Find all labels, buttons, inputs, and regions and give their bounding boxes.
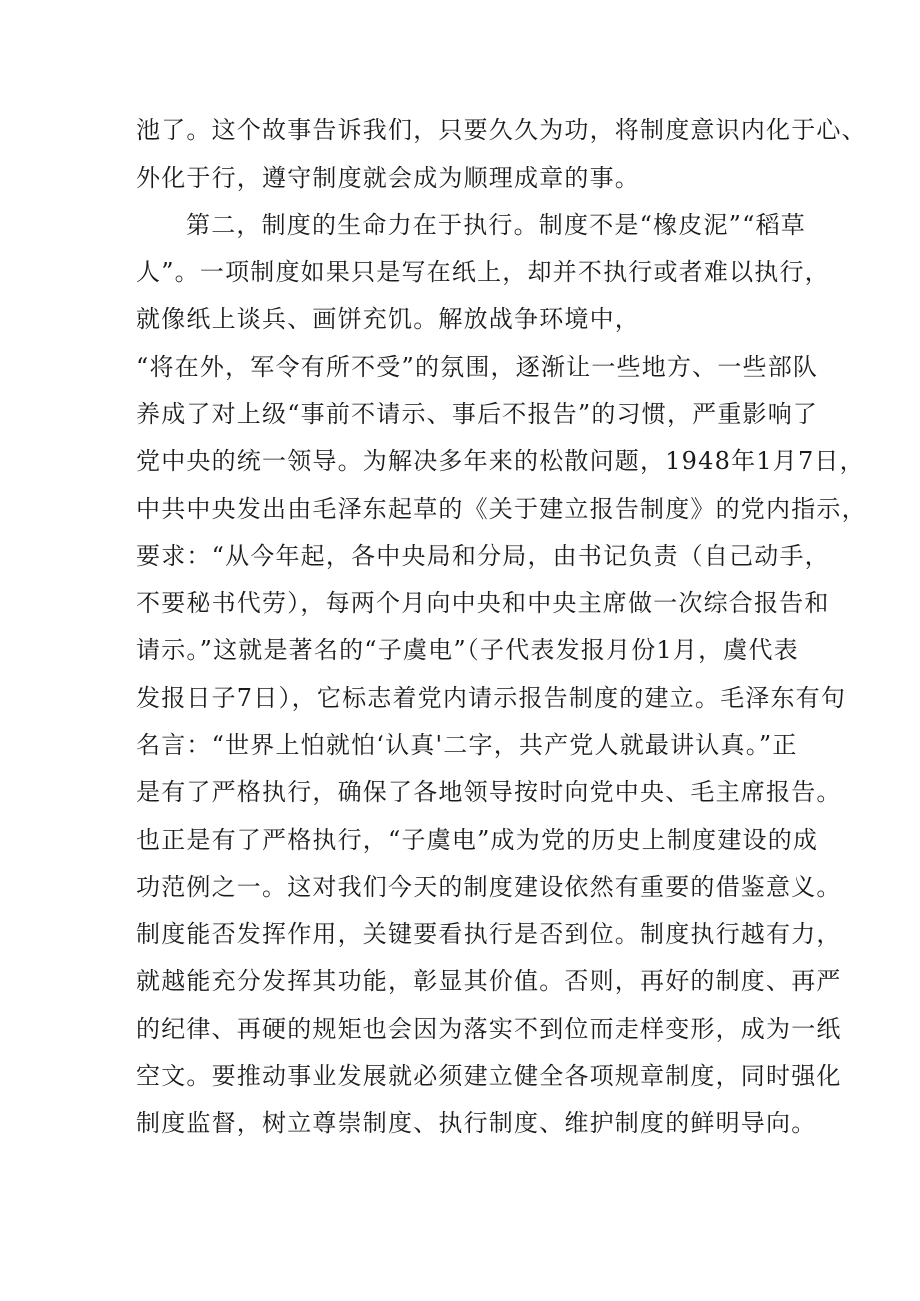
text-line: 的纪律、再硬的规矩也会因为落实不到位而走样变形，成为一纸 bbox=[136, 1015, 842, 1043]
text-line: 名言：“世界上怕就怕‘认真'二字，共产党人就最讲认真。”正 bbox=[136, 731, 798, 759]
text-line: 制度监督，树立尊崇制度、执行制度、维护制度的鲜明导向。 bbox=[136, 1109, 817, 1137]
text-line: 就像纸上谈兵、画饼充饥。解放战争环境中， bbox=[136, 305, 640, 333]
text-line: 不要秘书代劳），每两个月向中央和中央主席做一次综合报告和 bbox=[136, 589, 830, 617]
text-line: 是有了严格执行，确保了各地领导按时向党中央、毛主席报告。 bbox=[136, 778, 842, 806]
paragraph-first-line: 第二，制度的生命力在于执行。制度不是“橡皮泥”“稻草 bbox=[186, 211, 807, 239]
text-line: 功范例之一。这对我们今天的制度建设依然有重要的借鉴意义。 bbox=[136, 873, 842, 901]
text-line: 请示。”这就是著名的“子虞电”（子代表发报月份1月，虞代表 bbox=[136, 636, 799, 664]
text-line: “将在外，军令有所不受”的氛围，逐渐让一些地方、一些部队 bbox=[136, 353, 819, 381]
text-line: 养成了对上级“事前不请示、事后不报告”的习惯，严重影响了 bbox=[136, 400, 819, 428]
text-line: 也正是有了严格执行，“子虞电”成为党的历史上制度建设的成 bbox=[136, 826, 819, 854]
text-line: 要求：“从今年起，各中央局和分局，由书记负责（自己动手， bbox=[136, 542, 830, 570]
text-line: 中共中央发出由毛泽东起草的《关于建立报告制度》的党内指示， bbox=[136, 495, 867, 523]
text-line: 制度能否发挥作用，关键要看执行是否到位。制度执行越有力， bbox=[136, 920, 842, 948]
text-line: 空文。要推动事业发展就必须建立健全各项规章制度，同时强化 bbox=[136, 1062, 842, 1090]
text-line: 发报日子7日），它标志着党内请示报告制度的建立。毛泽东有句 bbox=[136, 684, 847, 712]
text-line: 人”。一项制度如果只是写在纸上，却并不执行或者难以执行， bbox=[136, 258, 830, 286]
text-line: 党中央的统一领导。为解决多年来的松散问题，1948年1月7日， bbox=[136, 447, 865, 475]
text-line: 就越能充分发挥其功能，彰显其价值。否则，再好的制度、再严 bbox=[136, 967, 842, 995]
text-line: 外化于行，遵守制度就会成为顺理成章的事。 bbox=[136, 164, 640, 192]
text-line: 池了。这个故事告诉我们，只要久久为功，将制度意识内化于心、 bbox=[136, 116, 867, 144]
